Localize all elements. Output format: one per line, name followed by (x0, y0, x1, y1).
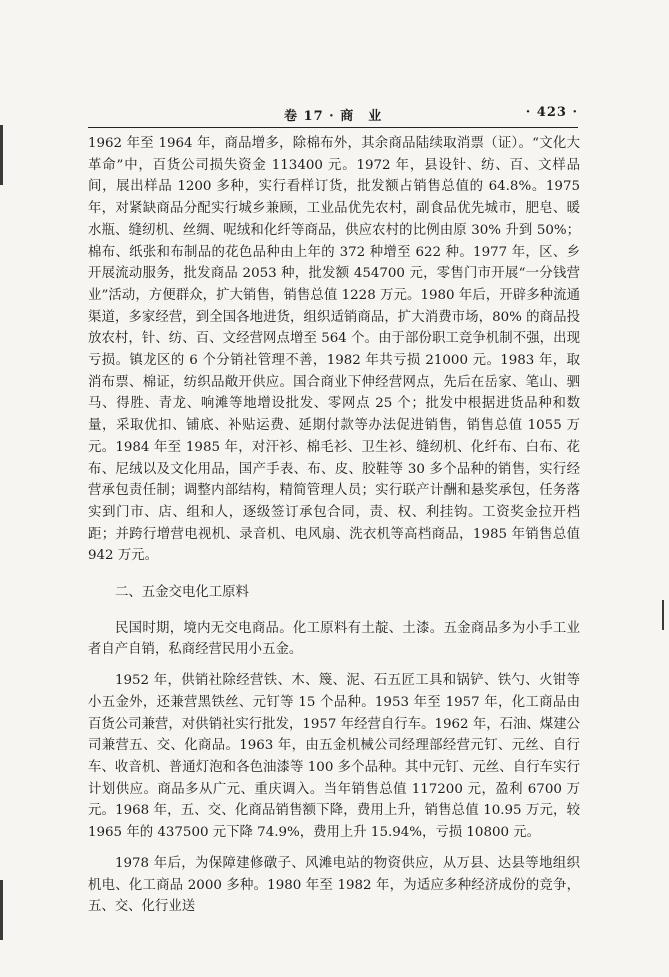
scan-edge-mark (0, 880, 3, 940)
paragraph: 1962 年至 1964 年，商品增多，除棉布外，其余商品陆续取消票（证）。“文化大革命”中，百货公司损失资金 113400 元。1972 年，县设针、纺、百、文样品间，展出样品 1200 多种，实行看样订货，批发额占销售总值的 64.8%。1975 年，对紧缺商品分配实行城乡兼顾，工业品优先农村，副食品优先城市，肥皂、暖水瓶、缝纫机、丝绸、呢绒和化纤等商品，供应农村的比例由原 30% 升到 50%；棉布、纸张和布制品的花色品种由上年的 372 种增至 622 种。1977 年，区、乡开展流动服务，批发商品 2053 种，批发额 454700 元，零售门市开展“一分钱营业”活动，方便群众，扩大销售，销售总值 1228 万元。1980 年后，开辟多种流通渠道，多家经营，到全国各地进货，组织适销商品，扩大消费市场，80% 的商品投放农村，针、纺、百、文经营网点增至 564 个。由于部份职工竞争机制不强，出现亏损。镇龙区的 6 个分销社管理不善，1982 年共亏损 21000 元。1983 年，取消布票、棉证，纺织品敞开供应。国合商业下伸经营网点，先后在岳家、笔山、驷马、得胜、青龙、响滩等地增设批发、零网点 25 个；批发中根据进货品种和数量，采取优扣、铺底、补贴运费、延期付款等办法促进销售，销售总值 1055 万元。1984 年至 1985 年，对汗衫、棉毛衫、卫生衫、缝纫机、化纤布、白布、花布、尼绒以及文化用品，国产手表、布、皮、胶鞋等 30 多个品种的销售，实行经营承包责任制；调整内部结构，精简管理人员；实行联产计酬和悬奖承包，任务落实到门市、店、组和人，逐级签订承包合同，责、权、利挂钩。工资奖金拉开档距；并跨行增营电视机、录音机、电风扇、洗衣机等高档商品，1985 年销售总值 942 万元。 (88, 136, 580, 564)
paragraph: 民国时期，境内无交电商品。化工原料有土靛、土漆。五金商品多为小手工业者自产自销，私商经营民用小五金。 (88, 620, 580, 658)
section-heading: 二、五金交电化工原料 (115, 585, 249, 601)
header-rule (88, 127, 578, 128)
running-header (88, 105, 578, 127)
paragraph: 1952 年，供销社除经营铁、木、篾、泥、石五匠工具和锅铲、铁勺、火钳等小五金外，还兼营黑铁丝、元钉等 15 个品种。1953 年至 1957 年，化工商品由百货公司兼营，对供销社实行批发，1957 年经营自行车。1962 年，石油、煤建公司兼营五、交、化商品。1963 年，由五金机械公司经理部经营元钉、元丝、自行车、收音机、普通灯泡和各色油漆等 100 多个品种。其中元钉、元丝、自行车实行计划供应。商品多从广元、重庆调入。当年销售总值 117200 元，盈利 6700 万元。1968 年，五、交、化商品销售额下降，费用上升，销售总值 10.95 万元，较 1965 年的 437500 元下降 74.9%，费用上升 15.94%，亏损 10800 元。 (88, 673, 580, 841)
scan-edge-mark (0, 125, 3, 185)
header-title: 卷 17 · 商 业 (284, 109, 383, 124)
body-text (88, 133, 580, 918)
scan-edge-mark (662, 600, 664, 630)
page-number: · 423 · (525, 105, 578, 120)
paragraph: 1978 年后，为保障建修礅子、风滩电站的物资供应，从万县、达县等地组织机电、化工商品 2000 多种。1980 年至 1982 年，为适应多种经济成份的竞争，五、交、化行业送 (88, 855, 580, 915)
